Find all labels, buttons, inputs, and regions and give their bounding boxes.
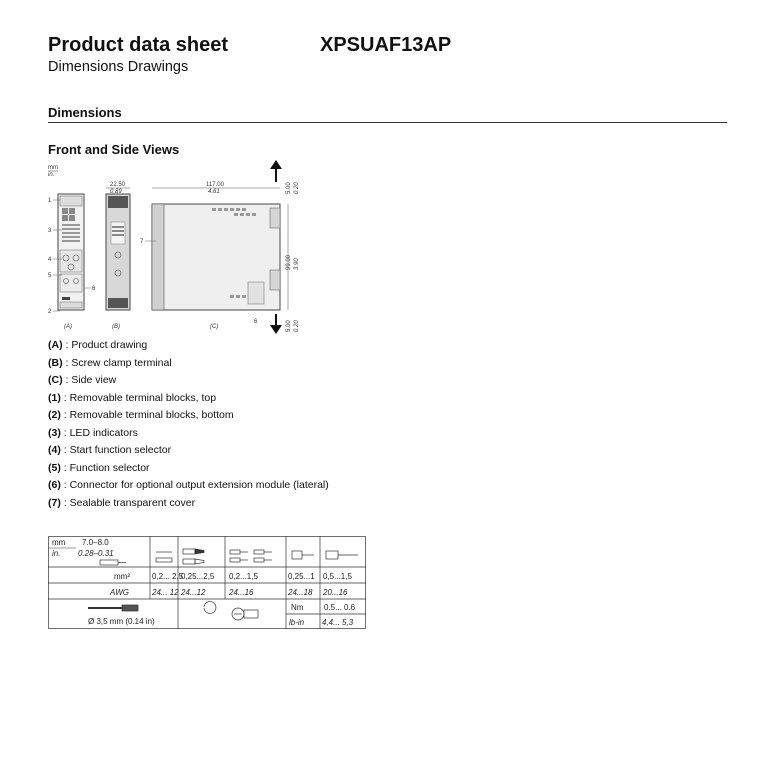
mm2-value: 0,25...2,5 (181, 572, 215, 581)
strip-mm: 7.0–8.0 (82, 538, 109, 547)
arrow-down-icon (270, 314, 282, 334)
torque-nm-label: Nm (291, 603, 304, 612)
legend-item: (2) : Removable terminal blocks, bottom (48, 409, 234, 421)
legend-item: (A) : Product drawing (48, 339, 148, 351)
mm2-value: 0,2... 2,5 (152, 572, 184, 581)
legend-item: (C) : Side view (48, 374, 117, 386)
torque-lbin-label: lb-in (289, 618, 305, 627)
views-heading: Front and Side Views (48, 142, 180, 157)
awg-label: AWG (110, 588, 129, 597)
product-reference: XPSUAF13AP (320, 34, 452, 56)
height-mm: 99.00 (286, 254, 292, 270)
callout-6a: 6 (92, 286, 96, 292)
insulated-ferrule-icon (292, 551, 314, 559)
callout-5: 5 (48, 273, 52, 279)
unit-mm: mm (48, 165, 58, 171)
legend-item: (5) : Function selector (48, 461, 150, 474)
width-in: 0.89 (110, 189, 122, 195)
clear-top-in: 0.20 (294, 182, 300, 194)
legend-item: (6) : Connector for optional output extension module (lateral) (48, 479, 329, 491)
callout-7: 7 (140, 239, 144, 245)
clear-bot-in: 0.20 (294, 320, 300, 332)
wiring-table-svg (48, 536, 368, 630)
awg-value: 24...18 (288, 588, 313, 597)
callout-2: 2 (48, 309, 52, 315)
screwdriver-icon (88, 605, 138, 611)
twin-ferrule-icon (326, 551, 358, 559)
callout-6b: 6 (254, 319, 258, 325)
callout-1: 1 (48, 198, 52, 204)
screw-torque-icon (204, 602, 258, 621)
arrow-up-icon (270, 160, 282, 182)
wiring-in-label: in. (52, 549, 61, 558)
width-mm: 22.50 (110, 182, 126, 188)
ferrule-wire-icon (183, 549, 204, 564)
mm2-value: 0,5...1,5 (323, 572, 352, 581)
dimension-drawing-svg (44, 160, 314, 336)
wiring-mm-label: mm (52, 538, 66, 547)
page-subtitle: Dimensions Drawings (48, 59, 189, 75)
clear-bot-mm: 5.00 (286, 320, 292, 332)
section-divider (48, 122, 727, 123)
view-label-c: (C) (210, 324, 219, 330)
awg-value: 24... 12 (152, 588, 179, 597)
stripped-wire-icon (100, 560, 126, 565)
awg-value: 20...16 (323, 588, 348, 597)
depth-mm: 117.00 (206, 182, 224, 188)
legend-item: (B) : Screw clamp terminal (48, 356, 172, 369)
side-view (152, 204, 280, 310)
mm2-label: mm² (114, 572, 130, 581)
screwdriver-size: Ø 3,5 mm (0.14 in) (88, 617, 155, 626)
page-title: Product data sheet (48, 34, 229, 56)
wiring-table (48, 536, 368, 635)
legend-list (48, 337, 329, 512)
torque-nm-value: 0.5... 0.6 (324, 603, 356, 612)
strip-in: 0.28–0.31 (78, 549, 114, 558)
legend-item: (3) : LED indicators (48, 426, 138, 439)
dimension-drawing (44, 160, 314, 341)
screw-clamp-view (106, 194, 130, 310)
clear-top-mm: 5.00 (286, 182, 292, 194)
legend-item: (4) : Start function selector (48, 444, 172, 456)
awg-value: 24...12 (181, 588, 206, 597)
mm2-value: 0,25...1 (288, 572, 315, 581)
unit-in: in. (48, 172, 55, 178)
section-heading: Dimensions (48, 105, 122, 120)
torque-lbin-value: 4,4... 5,3 (322, 618, 354, 627)
legend-item: (1) : Removable terminal blocks, top (48, 391, 217, 404)
twin-wire-icon (230, 550, 272, 562)
view-label-a: (A) (64, 324, 72, 330)
product-front-view (58, 194, 84, 310)
depth-in: 4.61 (208, 189, 220, 195)
solid-wire-icon (156, 552, 172, 562)
legend-item: (7) : Sealable transparent cover (48, 496, 196, 509)
height-in: 3.90 (294, 258, 300, 270)
view-label-b: (B) (112, 324, 120, 330)
callout-3: 3 (48, 228, 52, 234)
mm2-value: 0,2...1,5 (229, 572, 258, 581)
callout-4: 4 (48, 257, 52, 263)
awg-value: 24...16 (229, 588, 254, 597)
